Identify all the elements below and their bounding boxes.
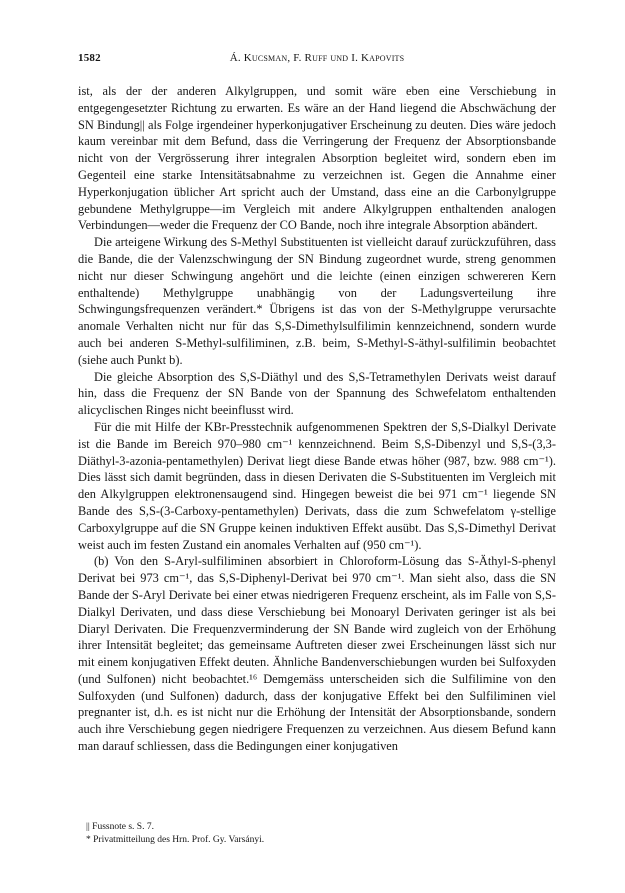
footnote: * Privatmitteilung des Hrn. Prof. Gy. Varsányi. [86, 834, 265, 845]
paragraph: (b) Von den S-Aryl-sulfiliminen absorbiert in Chloroform-Lösung das S-Äthyl-S-phenyl Derivat bei 973 cm⁻¹, das S,S-Diphenyl-Derivat bei 970 cm⁻¹. Man sieht also, dass die SN Bande der S-Aryl Derivate bei einer etwas niedrigeren Frequenz erscheint, als im Falle von S,S-Dialkyl Derivaten, und dass diese Verschiebung bei Monoaryl Derivaten geringer ist als bei Diaryl Derivaten. Die Frequenzverminderung der SN Bande wird zugleich von der Erhöhung ihrer Intensität begleitet; das gemeinsame Auftreten dieser zwei Erscheinungen lässt sich nur mit einem konjugativen Effekt deuten. Ähnliche Bandenverschiebungen wurden bei Sulfoxyden (und Sulfonen) nicht beobachtet.¹⁶ Demgemäss unterscheiden sich die Sulfilimine von den Sulfoxyden (und Sulfonen) dadurch, dass der konjugative Effekt bei den Sulfiliminen viel pregnanter ist, d.h. es ist nicht nur die Erhöhung der Intensität der Absorptionsbande, sondern auch ihre Verschiebung gegen niedrigere Frequenzen zu verzeichnen. Aus diesem Befund kann man darauf schliessen, dass die Bedingungen einer konjugativen [78, 554, 556, 754]
paragraph: Die gleiche Absorption des S,S-Diäthyl und des S,S-Tetramethylen Derivats weist darauf hin, dass die Frequenz der SN Bande von der Spannung des Schwefelatom enthaltenden alicyclischen Ringes nicht beeinflusst wird. [78, 369, 556, 418]
footnote: || Fussnote s. S. 7. [86, 822, 154, 832]
paragraph: ist, als der der anderen Alkylgruppen, und somit wäre eben eine Verschiebung in entgegengesetzter Richtung zu erwarten. Es wäre an der Hand liegend die Abschwächung der SN Bindung|| als Folge irgendeiner hyperkonjugativer Erscheinung zu deuten. Dies wäre jedoch kaum vereinbar mit dem Befund, dass die Verringerung der Frequenz der Absorptionsbande nicht von der Vergrösserung ihrer integralen Absorption begleitet wird, sondern eben im Gegenteil eine starke Intensitätsabnahme zu verzeichnen ist. Gegen die Annahme einer Hyperkonjugation üblicher Art spricht auch der Umstand, dass eine an die Carbonylgruppe gebundene Methylgruppe—im Vergleich mit andere Alkylgruppen enthaltenden analogen Verbindungen—weder die Frequenz der CO Bande, noch ihre integrale Absorption abändert. [78, 84, 556, 233]
page-number: 1582 [78, 52, 101, 64]
running-title: Á. Kucsman, F. Ruff und I. Kapovits [229, 52, 405, 64]
footnotes [78, 821, 556, 846]
page [78, 52, 556, 755]
paragraph: Die arteigene Wirkung des S-Methyl Substituenten ist vielleicht darauf zurückzuführen, dass die Bande, die der Valenzschwingung der SN Bindung zugeordnet wurde, streng genommen nicht nur dieser Schwingung angehört und die leichte (einen einzigen schwereren Kern enthaltende) Methylgruppe unabhängig von der Ladungsverteilung ihre Schwingungsfrequenzen verändert.* Übrigens ist das von der S-Methylgruppe verursachte anomale Verhalten nicht nur für das S,S-Dimethylsulfilimin kennzeichnend, sondern wurde auch bei anderen S-Methyl-sulfiliminen, z.B. beim, S-Methyl-S-äthyl-sulfilimin beobachtet (siehe auch Punkt b). [78, 235, 556, 367]
article-body [78, 83, 556, 755]
paragraph: Für die mit Hilfe der KBr-Presstechnik aufgenommenen Spektren der S,S-Dialkyl Derivate ist die Bande im Bereich 970–980 cm⁻¹ kennzeichnend. Beim S,S-Dibenzyl und S,S-(3,3-Diäthyl-3-azonia-pentamethylen) Derivat liegt diese Bande etwas höher (987, bzw. 988 cm⁻¹). Dies lässt sich damit begründen, dass in diesen Derivaten die S-Substituenten im Vergleich mit den Alkylgruppen elektronensaugend sind. Hingegen beweist die bei 971 cm⁻¹ liegende SN Bande des S,S-(3-Carboxy-pentamethylen) Derivats, dass die zum Schwefelatom γ-stellige Carboxylgruppe auf die SN Gruppe keinen induktiven Effekt ausübt. Das S,S-Dimethyl Derivat weist auch im festen Zustand ein anomales Verhalten auf (950 cm⁻¹). [78, 419, 556, 552]
running-head [78, 52, 556, 68]
